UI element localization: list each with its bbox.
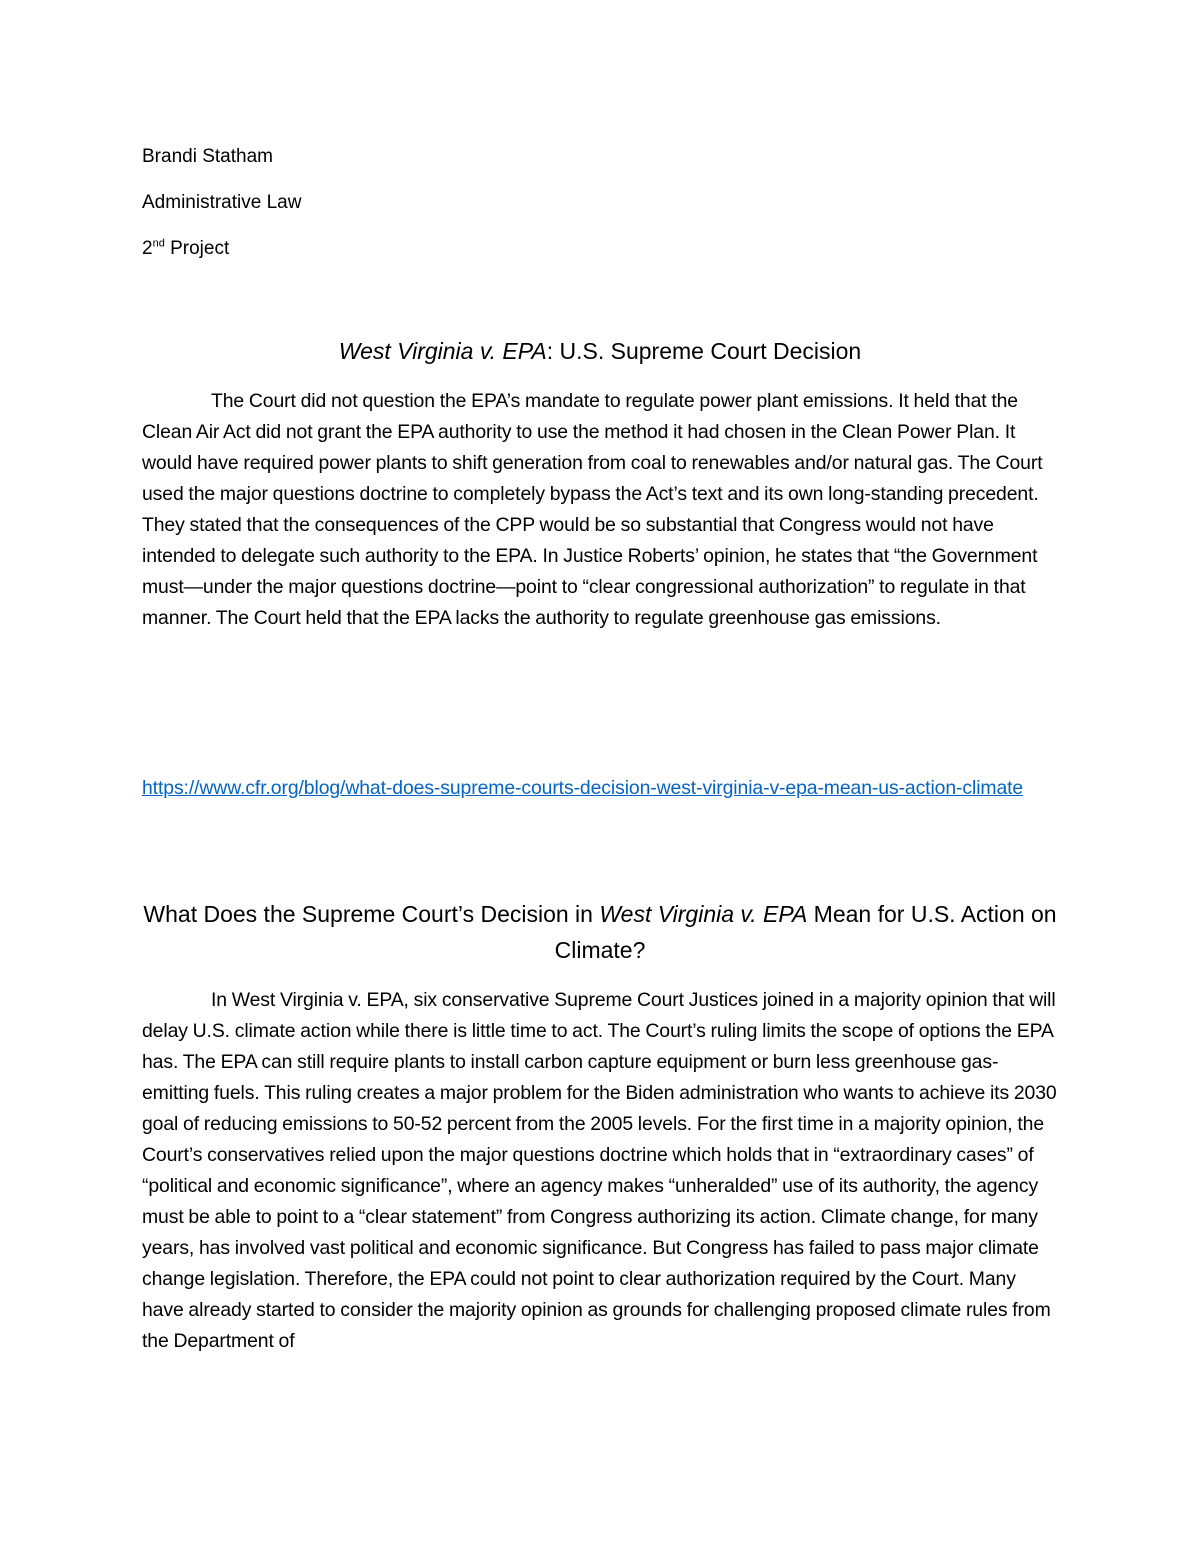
section-2-body: In West Virginia v. EPA, six conservative Supreme Court Justices joined in a majority opinion that will delay U.S. climate action while there is little time to act. The Court’s ruling limits the scope of options the EPA has. The EPA can still require plants to install carbon capture equipment or burn less greenhouse gas-emitting fuels. This ruling creates a major problem for the Biden administration who wants to achieve its 2030 goal of reducing emissions to 50-52 percent from the 2005 levels. For the first time in a majority opinion, the Court’s conservatives relied upon the major questions doctrine which holds that in “extraordinary cases” of “political and economic significance”, where an agency makes “unheralded” use of its authority, the agency must be able to point to a “clear statement” from Congress authorizing its action. Climate change, for many years, has involved vast political and economic significance. But Congress has failed to pass major climate change legislation. Therefore, the EPA could not point to clear authorization required by the Court. Many have already started to consider the majority opinion as grounds for challenging proposed climate rules from the Department of xyxy=(142,989,1057,1352)
section-2-title-post: Mean for U.S. Action on Climate? xyxy=(554,901,1057,963)
section-1-title-case-name: West Virginia v. EPA xyxy=(338,338,547,364)
project-number: 2 xyxy=(142,238,153,259)
project-word: Project xyxy=(164,238,230,259)
project-label xyxy=(142,237,229,261)
section-2-title xyxy=(142,896,1058,968)
section-1-body: The Court did not question the EPA’s mandate to regulate power plant emissions. It held that the Clean Air Act did not grant the EPA authority to use the method it had chosen in the Clean Power Plan. It would have required power plants to shift generation from coal to renewables and/or natural gas. The Court used the major questions doctrine to completely bypass the Act’s text and its own long-standing precedent. They stated that the consequences of the CPP would be so substantial that Congress would not have intended to delegate such authority to the EPA. In Justice Roberts’ opinion, he states that “the Government must—under the major questions doctrine—point to “clear congressional authorization” to regulate in that manner. The Court held that the EPA lacks the authority to regulate greenhouse gas emissions. xyxy=(142,390,1043,629)
author-name: Brandi Statham xyxy=(142,146,273,167)
section-2-title-case-name: West Virginia v. EPA xyxy=(599,901,808,927)
source-link[interactable]: https://www.cfr.org/blog/what-does-supreme-courts-decision-west-virginia-v-epa-mean-us-action-climate xyxy=(142,777,1024,799)
section-2-title-pre: What Does the Supreme Court’s Decision in xyxy=(143,901,600,927)
project-ordinal-suffix: nd xyxy=(152,237,165,250)
course-name: Administrative Law xyxy=(142,192,302,213)
section-1-title xyxy=(142,333,1058,369)
section-1-title-rest: : U.S. Supreme Court Decision xyxy=(546,338,862,364)
